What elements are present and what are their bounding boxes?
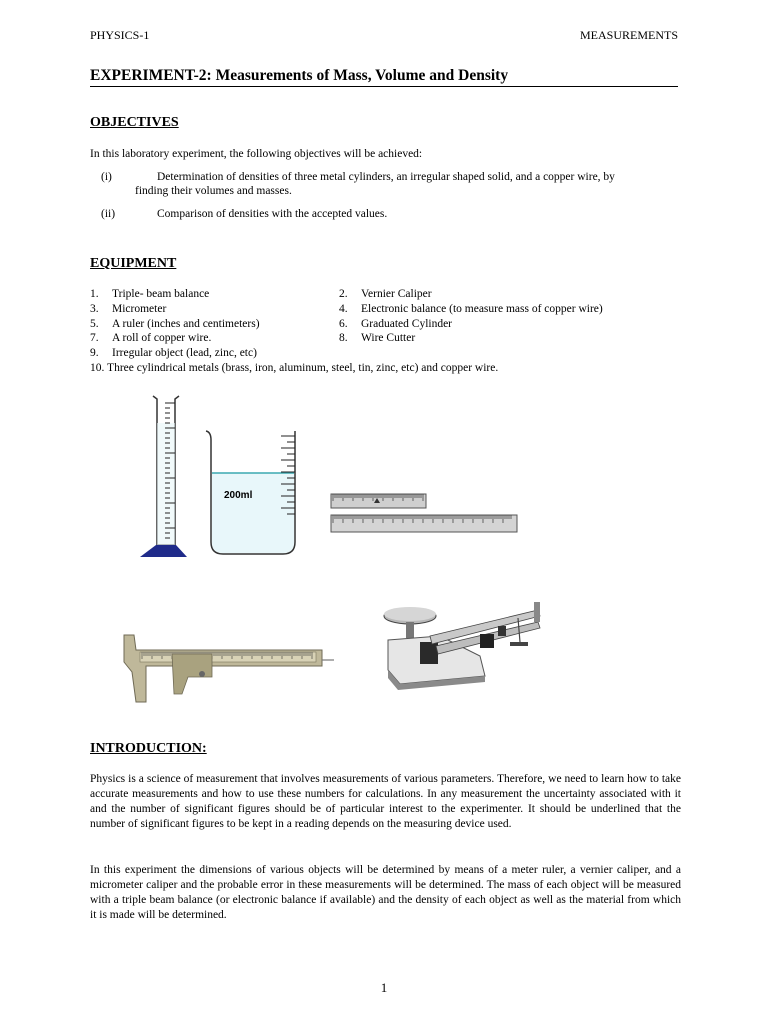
equipment-item: 7. A roll of copper wire. <box>90 332 212 344</box>
equipment-item: 4. Electronic balance (to measure mass of copper wire) <box>339 303 603 315</box>
ruler-image <box>329 492 519 540</box>
objective-text: Comparison of densities with the accepted values. <box>157 208 388 220</box>
introduction-paragraph: In this experiment the dimensions of various objects will be determined by means of a meter ruler, a vernier caliper, and a micrometer caliper and the probable error in these measurements will be determined. The mass of each object will be measured with a triple beam balance (or electronic balance if available) and the density of each object as well as the material from which it is made will be determined. <box>90 864 681 921</box>
equipment-item: 1. Triple- beam balance <box>90 288 210 300</box>
equipment-item: 6. Graduated Cylinder <box>339 318 453 330</box>
equipment-item: 9. Irregular object (lead, zinc, etc) <box>90 347 257 359</box>
triple-beam-balance-image <box>380 598 550 690</box>
equipment-item: 3. Micrometer <box>90 303 167 315</box>
objective-number: (i) <box>101 171 112 183</box>
equipment-item: 2. Vernier Caliper <box>339 288 432 300</box>
objective-text: Determination of densities of three metal cylinders, an irregular shaped solid, and a copper wire, by <box>157 171 615 183</box>
introduction-heading: INTRODUCTION: <box>90 741 207 756</box>
running-header-right: MEASUREMENTS <box>579 28 678 42</box>
equipment-item: 8. Wire Cutter <box>339 332 416 344</box>
objective-text-continued: finding their volumes and masses. <box>135 185 292 197</box>
equipment-item: 10. Three cylindrical metals (brass, iron, aluminum, steel, tin, zinc, etc) and copper wire. <box>90 362 499 374</box>
page-number: 1 <box>380 980 388 995</box>
beaker-image <box>203 428 303 558</box>
objective-number: (ii) <box>101 208 116 220</box>
equipment-item: 5. A ruler (inches and centimeters) <box>90 318 260 330</box>
objectives-heading: OBJECTIVES <box>90 115 179 130</box>
experiment-title: EXPERIMENT-2: Measurements of Mass, Volume and Density <box>90 67 678 87</box>
introduction-paragraph: Physics is a science of measurement that involves measurements of various parameters. Therefore, we need to learn how to take accurate measurements and how to use these numbers for calculations. In any measurement the uncertainty associated with it and the number of significant figures should be of particular interest to the experimenter. It should be underlined that the number of significant figures to be kept in a reading depends on the measuring device used. <box>90 773 681 830</box>
graduated-cylinder-image <box>135 393 200 563</box>
beaker-volume-label: 200ml <box>224 490 253 501</box>
equipment-heading: EQUIPMENT <box>90 256 177 271</box>
running-header-left: PHYSICS-1 <box>90 28 150 42</box>
objectives-intro: In this laboratory experiment, the following objectives will be achieved: <box>90 148 423 160</box>
vernier-caliper-image <box>112 632 337 707</box>
